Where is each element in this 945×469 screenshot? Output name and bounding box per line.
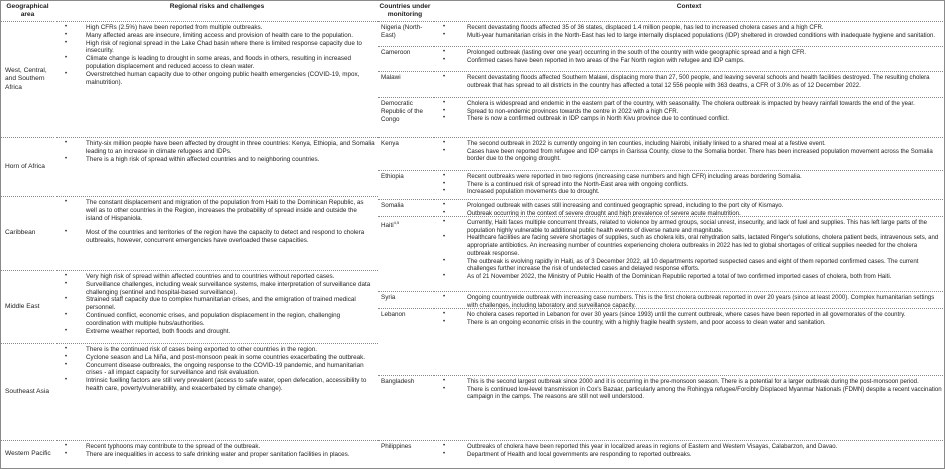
risk-list [56,441,378,459]
region-risks [56,197,378,271]
country-label: Haiti [381,222,394,230]
risk-item: • Most of the countries and territories of the region have the capacity to detect and respond to cholera outbreaks, however, concurrent emergencies have overloaded these capacities. [56,229,375,245]
country-context [433,217,945,292]
context-list [433,47,945,64]
risk-item: • Cyclone season and La Niña, and post-monsoon peak in some countries exacerbating the outbreak. [56,354,375,362]
context-item: • Cholera is widespread and endemic in the eastern part of the country, with seasonality. The cholera outbreak is impacted by heavy rainfall towards the end of the year. [433,100,942,108]
country-name: Ethiopia [378,171,432,200]
risk-item: • Thirty-six million people have been affected by drought in three countries: Kenya, Ethiopia, and Somalia leading to an increase in climate refugees and IDPs. [56,140,375,156]
risk-item: • Intrinsic fuelling factors are still very prevalent (access to safe water, open defecation, accessibility to health care, poverty/vulnerability, and exacerbated by climate change). [56,377,375,393]
region-area [1,441,54,468]
context-list [433,376,945,401]
region-area [1,138,54,197]
context-item: • There is continued low-level transmission in Cox's Bazaar, particularly among the Rohingya refugee/Forcibly Displaced Myanmar Nationals (FDMN) despite a recent vaccination campaign in the camps. The reasons are still not well understood. [433,386,942,401]
region-risks [56,344,378,441]
context-list [433,98,945,123]
context-item: • There is a continued risk of spread into the North-East area with ongoing conflicts. [433,181,942,189]
country-context [433,376,945,441]
country-context [433,98,945,138]
country-name: Nigeria (North-East) [378,22,432,47]
context-item: • Recent devastating floods affected 35 of 36 states, displaced 1.4 million people, has led to increased cholera cases and a high CFR. [433,24,942,32]
header-risks: Regional risks and challenges [56,1,378,22]
region-name: Middle East [5,302,40,310]
country-context [433,292,945,309]
context-list [433,217,945,281]
country-name: Bangladesh [378,376,432,441]
country-context [433,200,945,217]
country-name: Kenya [378,138,432,171]
context-item: • Prolonged outbreak (lasting over one year) occurring in the south of the country with wide geographic spread and a high CFR. [433,49,942,57]
risk-list [56,197,378,245]
context-item: • The outbreak is evolving rapidly in Haiti, as of 3 December 2022, all 10 departments reported suspected cases and eight of them reported confirmed cases. The current challenges further increase the risk of undetected cases and delayed response efforts. [433,258,942,273]
country-context [433,171,945,200]
risk-item: • High CFRs (2.5%) have been reported from multiple outbreaks. [56,24,375,32]
context-item: • The second outbreak in 2022 is currently ongoing in ten counties, including Nairobi, initially linked to a shared meal at a festive event. [433,140,942,148]
risk-item: • Strained staff capacity due to complex humanitarian crises, and the emigration of trained medical personnel. [56,296,375,312]
risk-item: • The constant displacement and migration of the population from Haiti to the Dominican Republic, as well as to other countries in the Region, increases the probability of spread inside and outside the island of Hispaniola. [56,199,375,222]
country-context [433,47,945,72]
context-item: • Confirmed cases have been reported in two areas of the Far North region with refugee and IDP camps. [433,57,942,65]
risk-item: • Concurrent disease outbreaks, the ongoing response to the COVID-19 pandemic, and humanitarian crises - all impact capacity for surveillance and risk evaluation. [56,362,375,378]
context-list [433,441,945,458]
context-item: • There is an ongoing economic crisis in the country, with a highly fragile health system, and poor access to clean water and sanitation. [433,319,942,327]
context-item: • Prolonged outbreak with cases still increasing and continued geographic spread, including to the port city of Kismayo. [433,202,942,210]
risk-item: • There is a high risk of spread within affected countries and to neighboring countries. [56,156,375,164]
context-item: • Recent outbreaks were reported in two regions (increasing case numbers and high CFR) including areas bordering Somalia. [433,173,942,181]
risk-item: • Surveillance challenges, including weak surveillance systems, make interpretation of surveillance data challenging (sentinel and hospital-based surveillance). [56,281,375,297]
region-risks [56,271,378,344]
region-name: Western Pacific [5,450,51,458]
country-name: Cameroon [378,47,432,72]
risk-item: • Continued conflict, economic crises, and population displacement in the region, challenging coordination with multiple hubs/authorities. [56,312,375,328]
region-name: Caribbean [5,229,36,237]
country-context [433,309,945,376]
country-name: Malawi [378,72,432,98]
risk-item: • Very high risk of spread within affected countries and to countries without reported cases. [56,273,375,281]
region-area [1,22,54,138]
country-name: Democratic Republic of the Congo [378,98,432,138]
country-name: Somalia [378,200,432,217]
context-item: • Healthcare facilities are facing severe shortages of supplies, such as cholera kits, oral rehydration salts, lactated Ringer's solutions, cholera patient beds, intravenous sets, and appropriate antibiotics. An increasing number of countries experiencing cholera outbreaks in 2022 has led to global shortages of critical supplies needed for the cholera outbreak response. [433,234,942,257]
context-item: • Outbreak occurring in the context of severe drought and high prevalence of severe acute malnutrition. [433,210,942,217]
region-risks [56,22,378,138]
region-name: Horn of Africa [5,162,45,170]
context-item: • Ongoing countrywide outbreak with increasing case numbers. This is the first cholera outbreak reported in over 20 years (since at least 2000). Complex humanitarian settings with challenges, including laboratory and surveillance capacity. [433,294,942,309]
context-list [433,72,945,89]
country-context [433,22,945,47]
risk-item: • High risk of regional spread in the Lake Chad basin where there is limited response capacity due to insecurity. [56,40,375,56]
context-list [433,309,945,326]
context-item: • There is now a confirmed outbreak in IDP camps in North Kivu province due to continued conflict. [433,115,942,123]
country-context [433,138,945,171]
risk-item: • There is the continued risk of cases being exported to other countries in the region. [56,346,375,354]
context-list [433,138,945,163]
context-item: • Spread to non-endemic provinces towards the centre in 2022 with a high CFR. [433,108,942,116]
context-list [433,200,945,217]
country-name: Lebanon [378,309,432,376]
context-item: • Recent devastating floods affected Southern Malawi, displacing more than 27, 500 people, and leaving several schools and health facilities destroyed. The resulting cholera outbreak that has spread to all districts in the country has affected a total 12 556 people with 363 deaths, a CFR of 3.0% as of 12 December 2022. [433,74,942,89]
risk-item: • Overstretched human capacity due to other ongoing public health emergencies (COVID-19, mpox, malnutrition). [56,71,375,87]
header-area: Geographical area [1,1,54,22]
region-risks [56,138,378,197]
footnote-ref: 4,5 [393,220,400,225]
context-item: • Department of Health and local governments are responding to reported outbreaks. [433,451,942,459]
context-list [433,22,945,39]
risk-list [56,271,378,335]
risk-item: • Climate change is leading to drought in some areas, and floods in others, resulting in increased population displacement and reduced access to clean water. [56,55,375,71]
risk-item: • Many affected areas are insecure, limiting access and provision of health care to the population. [56,32,375,40]
risk-item: • Recent typhoons may contribute to the spread of the outbreak. [56,443,375,451]
context-item: • No cholera cases reported in Lebanon for over 30 years (since 1993) until the current outbreak, where cases have been reported in all governorates of the country. [433,311,942,319]
context-item: • Outbreaks of cholera have been reported this year in localized areas in regions of Eastern and Western Visayas, Calabarzon, and Davao. [433,443,942,451]
country-context [433,441,945,468]
region-area [1,197,54,271]
context-list [433,292,945,309]
region-area [1,344,54,441]
context-item: • This is the second largest outbreak since 2000 and it is occurring in the pre-monsoon season. There is a potential for a larger outbreak during the post-monsoon period. [433,378,942,386]
country-name: Syria [378,292,432,309]
risk-item: • There are inequalities in access to safe drinking water and proper sanitation facilities in places. [56,451,375,459]
country-context [433,72,945,98]
country-name: Philippines [381,443,412,450]
context-item: • Cases have been reported from refugee and IDP camps in Garissa County, close to the Somalia border. There has been increased population movement across the Somalia border due to the ongoing drought. [433,148,942,163]
risk-item: • Extreme weather reported, both floods and drought. [56,328,375,336]
context-item: • Currently, Haiti faces multiple concurrent threats, related to violence by armed groups, social unrest, insecurity, and lack of fuel and supplies. This has left large parts of the population highly vulnerable to additional public health events of diverse nature and magnitude. [433,219,942,234]
header-context: Context [433,1,945,22]
region-name: Southeast Asia [5,387,49,395]
region-area [1,271,54,344]
region-name: West, Central, and Southern Africa [5,66,47,91]
country-name [378,217,432,292]
context-item: • Multi-year humanitarian crisis in the North-East has led to large internally displaced populations (IDP) sheltered in crowded conditions with inadequate hygiene and sanitation. [433,32,942,40]
context-list [433,171,945,196]
risk-list [56,138,378,163]
context-item: • Increased population movements due to drought. [433,188,942,196]
risk-list [56,22,378,86]
region-risks [56,441,378,468]
risk-list [56,344,378,393]
context-item: • As of 21 November 2022, the Ministry of Public Health of the Dominican Republic reported a total of two confirmed imported cases of cholera, both from Haiti. [433,273,942,281]
header-countries: Countries under monitoring [378,1,432,22]
